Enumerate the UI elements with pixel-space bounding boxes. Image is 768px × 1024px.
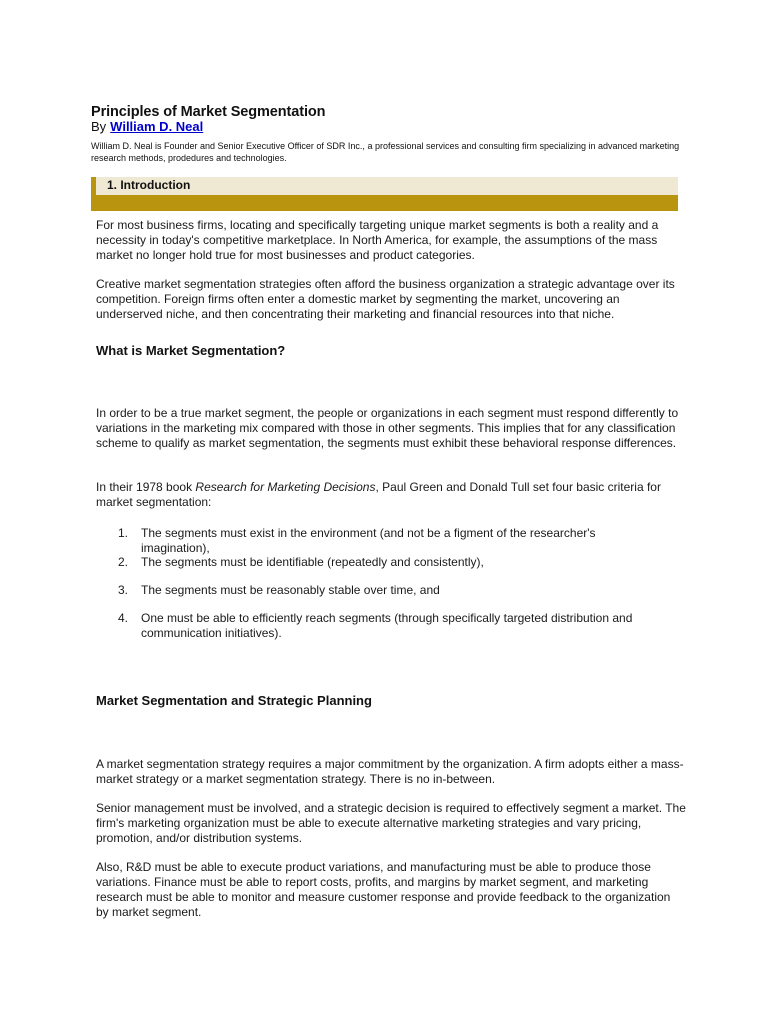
byline-label: By	[91, 119, 107, 134]
list-text: The segments must exist in the environment (and not be a figment of the researcher's imagination),	[141, 526, 596, 555]
strategy-paragraph-1: A market segmentation strategy requires a major commitment by the organization. A firm adopts either a mass-market strategy or a market segmentation strategy. There is no in-between.	[96, 757, 684, 786]
criteria-intro-text-end: , Paul Green and Donald Tull set four basic criteria for market segmentation:	[96, 480, 661, 509]
section-header-accent	[91, 177, 96, 195]
book-title: Research for Marketing Decisions	[195, 480, 376, 494]
list-text: The segments must be reasonably stable over time, and	[141, 583, 440, 597]
strategy-paragraph-3: Also, R&D must be able to execute product variations, and manufacturing must be able to produce those variations. Finance must be able to report costs, profits, and margins by market segment, and marketing research must be able to monitor and measure customer response and provide feedback to the organization by market segment.	[96, 860, 671, 919]
author-bio: William D. Neal is Founder and Senior Executive Officer of SDR Inc., a professional services and consulting firm specializing in advanced marketing research methods, prodedures and technologies.	[91, 141, 680, 163]
definition-paragraph: In order to be a true market segment, the people or organizations in each segment must respond differently to variations in the marketing mix compared with those in other segments. This implies that for any classification scheme to qualify as market segmentation, the segments must exhibit these behavioral response differences.	[96, 406, 679, 450]
list-number: 3.	[118, 583, 129, 597]
list-number: 1.	[118, 526, 129, 540]
list-text: One must be able to efficiently reach segments (through specifically targeted distribution and communication initiatives).	[141, 611, 633, 640]
criteria-intro-paragraph	[96, 480, 686, 510]
criteria-intro-text: In their 1978 book	[96, 480, 196, 494]
list-number: 2.	[118, 555, 129, 569]
list-text: The segments must be identifiable (repeatedly and consistently),	[141, 555, 484, 569]
heading-strategic-planning: Market Segmentation and Strategic Planning	[96, 693, 372, 708]
intro-paragraph-2: Creative market segmentation strategies often afford the business organization a strategic advantage over its competition. Foreign firms often enter a domestic market by segmenting the market, uncovering an underserved niche, and then concentrating their marketing and financial resources into that niche.	[96, 277, 675, 321]
section-header-introduction	[91, 177, 678, 211]
intro-paragraph-1: For most business firms, locating and specifically targeting unique market segments is both a reality and a necessity in today's competitive marketplace. In North America, for example, the assumptions of the mass market no longer hold true for most businesses and product categories.	[96, 218, 659, 262]
author-link[interactable]: William D. Neal	[110, 119, 204, 134]
list-number: 4.	[118, 611, 129, 625]
heading-what-is-segmentation: What is Market Segmentation?	[96, 343, 286, 358]
section-title: 1. Introduction	[107, 178, 191, 192]
page-title: Principles of Market Segmentation	[91, 103, 326, 120]
strategy-paragraph-2: Senior management must be involved, and a strategic decision is required to effectively segment a market. The firm's marketing organization must be able to execute alternative marketing strategies and vary pricing, promotion, and/or distribution systems.	[96, 801, 686, 845]
section-header-underbar	[91, 195, 678, 211]
byline	[91, 119, 203, 134]
